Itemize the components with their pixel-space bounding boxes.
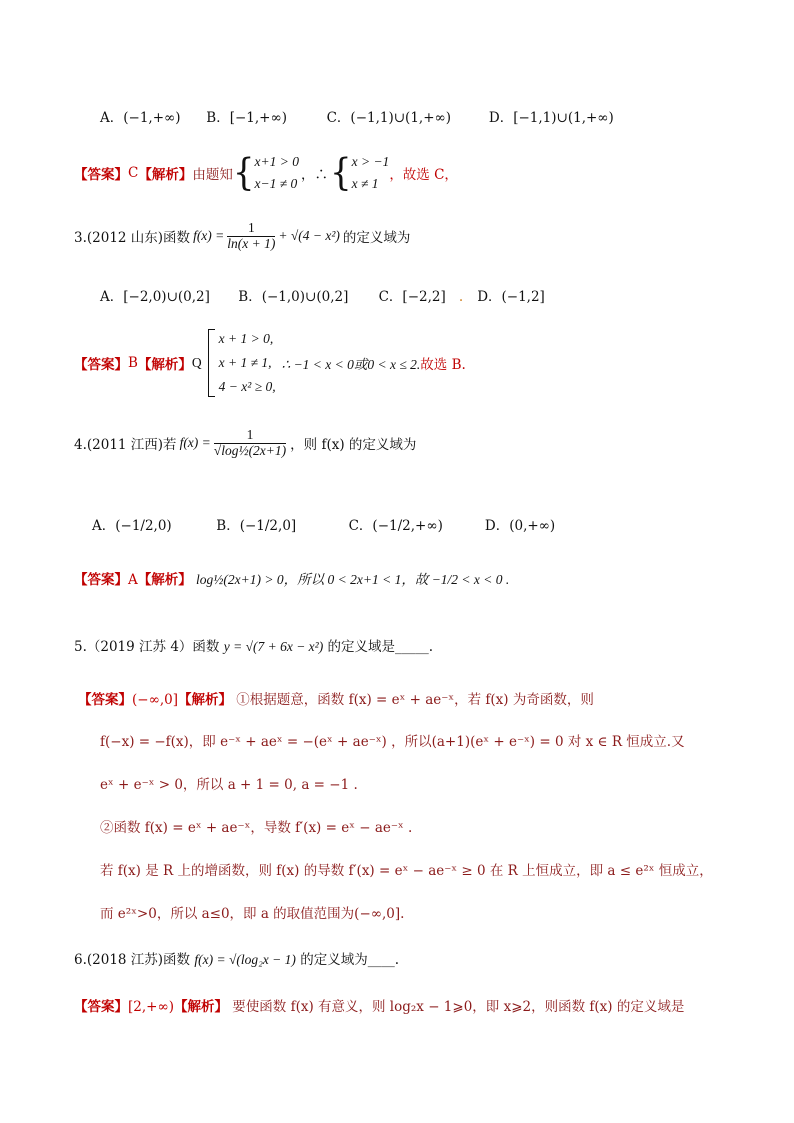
q2-answer — [74, 150, 458, 196]
q4-fx: f(x) = — [179, 435, 211, 451]
q5-expr: y = √(7 + 6x − x²) — [223, 639, 324, 654]
q3-prefix: 3.(2012 山东)函数 — [74, 230, 191, 247]
q5-line-3: eˣ + e⁻ˣ > 0，所以 a + 1 = 0, a = −1 . — [100, 777, 358, 793]
q6-expr: f(x) = √(log₂x − 1) — [194, 952, 296, 967]
brace-icon: { — [232, 151, 255, 195]
answer-tag: 【答案】 — [74, 999, 128, 1015]
q2-choice-b: B．[−1,+∞) — [206, 110, 288, 126]
q3-tail: 故选 B. — [420, 357, 466, 373]
answer-value: C — [128, 165, 139, 181]
q2-system-2: x > −1 x ≠ 1 — [351, 154, 390, 191]
q3-choice-a: A．[−2,0)∪(0,2] — [100, 289, 210, 305]
answer-value: B — [128, 355, 138, 371]
brace-icon: { — [329, 151, 352, 195]
q3-system: x + 1 > 0, x + 1 ≠ 1, 4 − x² ≥ 0, — [218, 331, 276, 394]
q5-line-6: 而 e²ˣ>0，所以 a≤0，即 a 的取值范围为(−∞,0]. — [100, 906, 405, 922]
q4-prefix: 4.(2011 江西)若 — [74, 437, 177, 454]
q3-answer — [74, 326, 466, 400]
q3-suffix: 的定义域为 — [342, 230, 411, 247]
q4-choices — [92, 514, 555, 534]
q3-fx: f(x) = — [193, 228, 225, 244]
q4-fraction: $\frac{1}{\text{√log½(2x+1)}}$ — [213, 427, 287, 458]
q2-choice-d: D．[−1,1)∪(1,+∞) — [488, 110, 614, 126]
answer-value: (−∞,0] — [132, 692, 178, 708]
q2-choice-c: C．(−1,1)∪(1,+∞) — [326, 110, 452, 126]
analysis-tag: 【解析】 — [137, 572, 192, 588]
q3-dot: . — [458, 289, 464, 305]
q6-suffix: 的定义域为____. — [300, 952, 399, 968]
q5-line-1: ①根据题意，函数 f(x) = eˣ + ae⁻ˣ，若 f(x) 为奇函数，则 — [236, 692, 594, 708]
q2-system-1: x+1 > 0 x−1 ≠ 0 — [254, 154, 299, 191]
q4-answer — [74, 568, 509, 588]
q3-fraction: $\frac{1}{\ln(x + 1)}$ — [227, 220, 276, 251]
answer-tag: 【答案】 — [78, 692, 132, 708]
q3-conclusion: ∴ −1 < x < 0或0 < x ≤ 2. — [281, 357, 421, 372]
answer-tag: 【答案】 — [74, 357, 128, 373]
q5-line-4: ②函数 f(x) = eˣ + ae⁻ˣ，导数 f′(x) = eˣ − ae⁻ˣ . — [100, 820, 413, 836]
q3-choice-b: B．(−1,0)∪(0,2] — [238, 289, 349, 305]
q4-suffix: ，则 f(x) 的定义域为 — [290, 437, 417, 454]
q5-answer — [78, 688, 594, 708]
q6-answer — [74, 995, 684, 1015]
q5-suffix: 的定义域是_____. — [327, 639, 434, 655]
answer-value: [2,+∞) — [128, 999, 174, 1015]
analysis-tag: 【解析】 — [173, 999, 228, 1015]
q2-choices — [100, 106, 614, 126]
q4-choice-c: C．(−1/2,+∞) — [348, 518, 443, 534]
q3-sqrt: + √(4 − x²) — [278, 228, 340, 244]
q3-q-symbol: Q — [191, 355, 202, 370]
q5-line-5: 若 f(x) 是 R 上的增函数，则 f(x) 的导数 f′(x) = eˣ − ae⁻ˣ ≥ 0 在 R 上恒成立，即 a ≤ e²ˣ 恒成立， — [100, 863, 713, 879]
analysis-tag: 【解析】 — [137, 357, 192, 373]
q4-analysis-text: log½(2x+1) > 0，所以 0 < 2x+1 < 1，故 −1/2 < x < 0 . — [196, 572, 510, 587]
q6-prefix: 6.(2018 江苏)函数 — [74, 952, 191, 968]
q5-question — [74, 635, 433, 655]
answer-value: A — [128, 572, 138, 588]
q5-prefix: 5.（2019 江苏 4）函数 — [74, 639, 220, 655]
q3-choice-d: D．(−1,2] — [477, 289, 545, 305]
q4-choice-b: B．(−1/2,0] — [216, 518, 297, 534]
q3-choice-c: C．[−2,2] — [378, 289, 446, 305]
q2-choice-a: A．(−1,+∞) — [100, 110, 181, 126]
answer-tag: 【答案】 — [74, 572, 128, 588]
q3-choices — [100, 285, 545, 305]
q2-tail: ，故选 C， — [389, 167, 458, 183]
analysis-tag: 【解析】 — [138, 167, 193, 183]
q4-choice-a: A．(−1/2,0) — [92, 518, 172, 534]
answer-tag: 【答案】 — [74, 167, 128, 183]
q5-line-2: f(−x) = −f(x)，即 e⁻ˣ + aeˣ = −(eˣ + ae⁻ˣ) ，所以(a+1)(eˣ + e⁻ˣ) = 0 对 x ∈ R 恒成立.又 — [100, 734, 685, 750]
q4-choice-d: D．(0,+∞) — [484, 518, 556, 534]
q3-brace-left-icon — [208, 329, 215, 397]
q6-question — [74, 948, 399, 968]
q2-therefore: ，∴ — [300, 167, 328, 183]
q6-analysis-text: 要使函数 f(x) 有意义，则 log₂x − 1⩾0，即 x⩾2，则函数 f(x) 的定义域是 — [232, 999, 685, 1015]
analysis-tag: 【解析】 — [177, 692, 232, 708]
q4-question — [74, 428, 416, 459]
q3-question — [74, 221, 410, 252]
q2-lead: 由题知 — [192, 167, 233, 183]
